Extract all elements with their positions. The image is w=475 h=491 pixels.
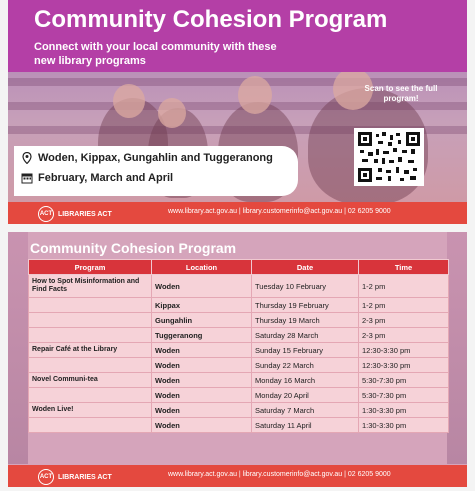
table-row — [29, 358, 449, 373]
program-cell: Woden Live! — [29, 403, 152, 418]
act-logo-badge: ACT — [38, 206, 54, 222]
table-row — [29, 298, 449, 313]
table-header-row — [29, 260, 449, 275]
program-poster-bottom — [8, 232, 467, 487]
time-cell: 5:30-7:30 pm — [359, 373, 449, 388]
header-location: Location — [152, 260, 252, 275]
poster-title: Community Cohesion Program — [34, 6, 388, 33]
date-cell: Saturday 28 March — [252, 328, 359, 343]
table-row — [29, 343, 449, 358]
table-row — [29, 388, 449, 403]
location-cell: Woden — [152, 403, 252, 418]
poster-subtitle: Connect with your local community with these new library programs — [34, 41, 277, 67]
location-cell: Woden — [152, 358, 252, 373]
libraries-act-text: LIBRARIES ACT — [57, 210, 112, 218]
contact-info: www.library.act.gov.au | library.customerinfo@act.gov.au | 02 6205 9000 — [168, 471, 391, 478]
act-libraries-logo — [38, 206, 112, 222]
program-cell — [29, 313, 152, 328]
program-poster-top — [8, 0, 467, 224]
location-cell: Woden — [152, 373, 252, 388]
date-cell: Sunday 22 March — [252, 358, 359, 373]
program-cell — [29, 418, 152, 433]
person-head — [238, 76, 272, 114]
table-row — [29, 275, 449, 298]
table-row — [29, 403, 449, 418]
location-cell: Tuggeranong — [152, 328, 252, 343]
time-cell: 1:30-3:30 pm — [359, 403, 449, 418]
location-cell: Woden — [152, 275, 252, 298]
time-cell: 1:30-3:30 pm — [359, 418, 449, 433]
calendar-icon — [21, 172, 33, 184]
date-cell: Saturday 11 April — [252, 418, 359, 433]
time-cell: 12:30-3:30 pm — [359, 343, 449, 358]
header-program: Program — [29, 260, 152, 275]
date-cell: Saturday 7 March — [252, 403, 359, 418]
date-cell: Tuesday 10 February — [252, 275, 359, 298]
program-cell — [29, 358, 152, 373]
location-cell: Gungahlin — [152, 313, 252, 328]
time-cell: 5:30-7:30 pm — [359, 388, 449, 403]
table-row — [29, 313, 449, 328]
qr-code-icon[interactable] — [354, 128, 424, 186]
program-cell: How to Spot Misinformation and Find Facts — [29, 275, 152, 298]
date-cell: Monday 16 March — [252, 373, 359, 388]
date-cell: Thursday 19 February — [252, 298, 359, 313]
location-cell: Kippax — [152, 298, 252, 313]
time-cell: 2-3 pm — [359, 328, 449, 343]
date-cell: Thursday 19 March — [252, 313, 359, 328]
bookshelf-right — [447, 232, 467, 464]
header-time: Time — [359, 260, 449, 275]
program-cell — [29, 298, 152, 313]
table-row — [29, 328, 449, 343]
libraries-act-text: LIBRARIES ACT — [57, 473, 112, 481]
schedule-title: Community Cohesion Program — [30, 240, 237, 256]
poster-footer — [8, 465, 467, 487]
contact-info: www.library.act.gov.au | library.customerinfo@act.gov.au | 02 6205 9000 — [168, 208, 391, 215]
person-head — [158, 98, 186, 128]
locations-text: Woden, Kippax, Gungahlin and Tuggeranong — [38, 152, 273, 164]
program-cell — [29, 388, 152, 403]
info-box — [14, 146, 298, 196]
bookshelf-left — [8, 232, 28, 464]
act-logo-badge: ACT — [38, 469, 54, 485]
date-cell: Sunday 15 February — [252, 343, 359, 358]
schedule-table — [28, 259, 449, 433]
time-cell: 2-3 pm — [359, 313, 449, 328]
act-libraries-logo — [38, 469, 112, 485]
time-cell: 12:30-3:30 pm — [359, 358, 449, 373]
table-row — [29, 418, 449, 433]
scan-prompt: Scan to see the full program! — [364, 84, 438, 103]
program-cell: Novel Communi-tea — [29, 373, 152, 388]
person-head — [113, 84, 145, 118]
location-cell: Woden — [152, 343, 252, 358]
location-cell: Woden — [152, 388, 252, 403]
date-cell: Monday 20 April — [252, 388, 359, 403]
months-text: February, March and April — [38, 172, 174, 184]
program-cell — [29, 328, 152, 343]
program-cell: Repair Café at the Library — [29, 343, 152, 358]
time-cell: 1-2 pm — [359, 275, 449, 298]
header-date: Date — [252, 260, 359, 275]
table-row — [29, 373, 449, 388]
poster-footer — [8, 202, 467, 224]
location-cell: Woden — [152, 418, 252, 433]
map-pin-icon — [21, 152, 33, 164]
time-cell: 1-2 pm — [359, 298, 449, 313]
